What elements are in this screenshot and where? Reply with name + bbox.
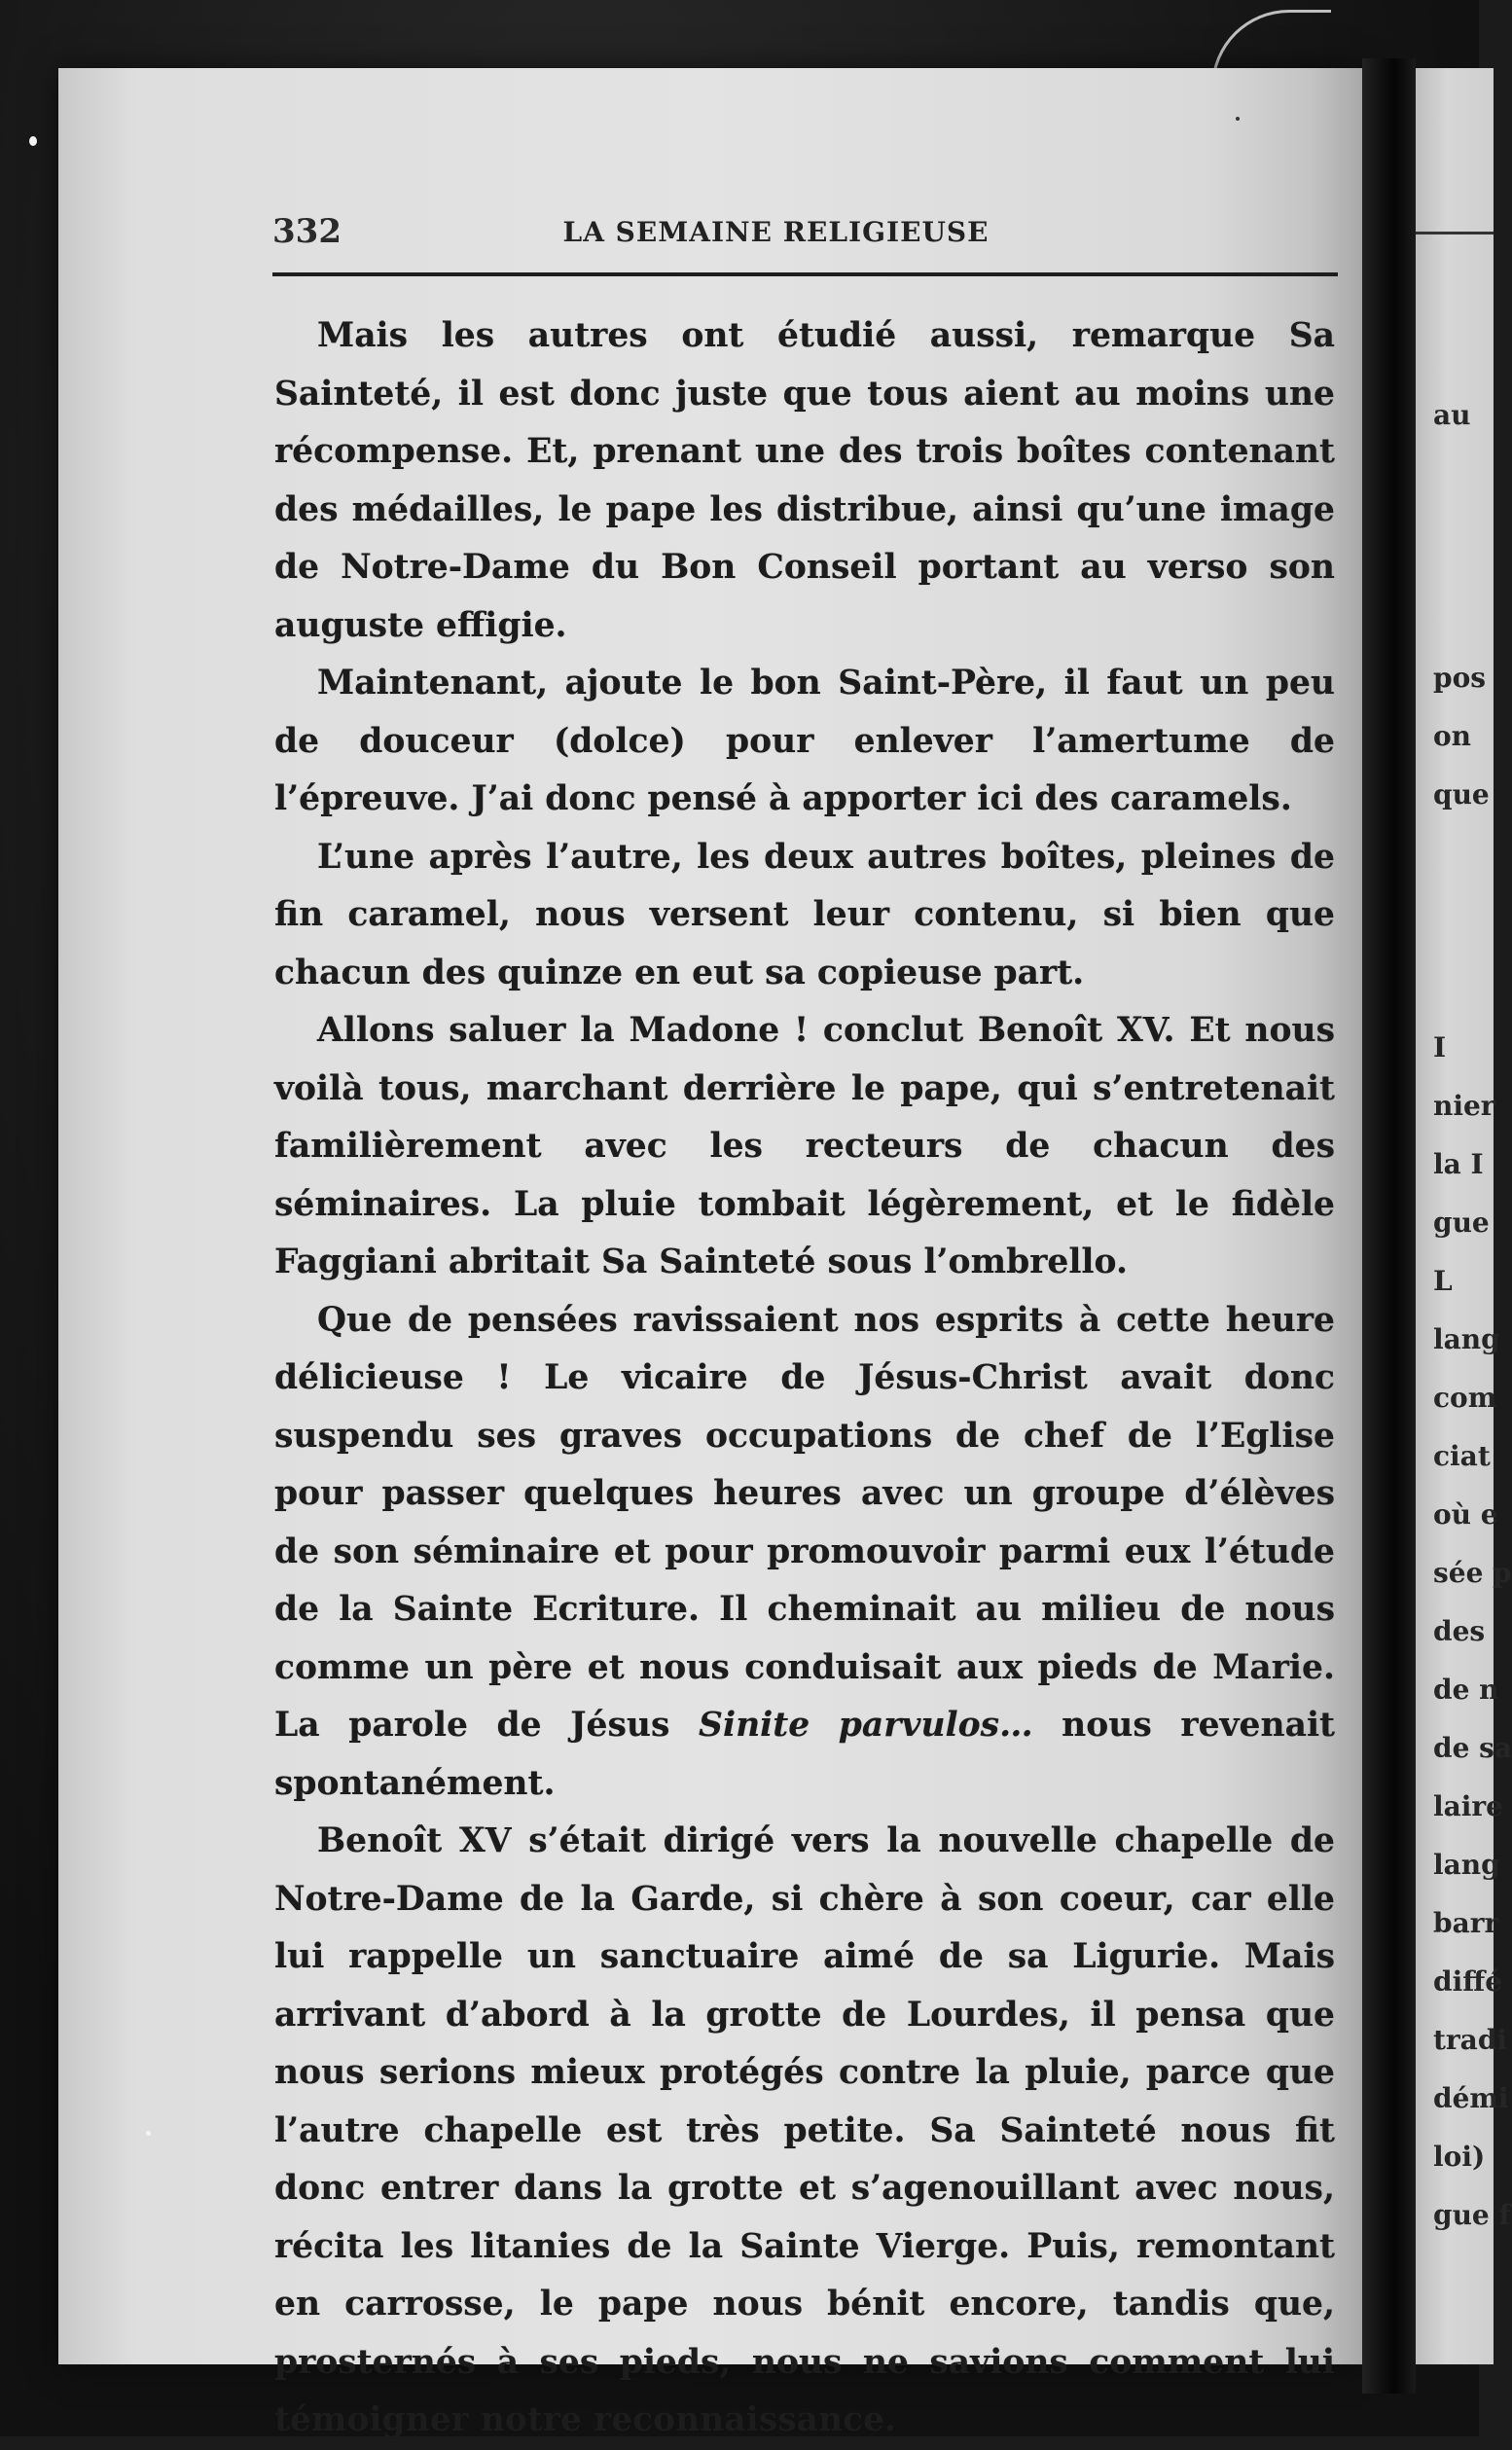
facing-page-fragment: de n	[1433, 1674, 1499, 1706]
facing-page-fragment: lang	[1433, 1323, 1500, 1355]
paragraph-text: Que de pensées ravissaient nos esprits à cette heure délicieuse ! Le vicaire de Jésus-Christ avait donc suspendu ses graves occupations de chef de l’Eglise pour passer quelques heures avec un groupe d’élèves de son séminaire et pour promouvoir parmi eux l’étude de la Sainte Ecriture. Il cheminait au milieu de nous comme un père et nous conduisait aux pieds de Marie. La parole de Jésus	[274, 1300, 1335, 1745]
facing-page-fragment: des	[1433, 1615, 1486, 1647]
paragraph-with-quote	[274, 1292, 1335, 1814]
paragraph: L’une après l’autre, les deux autres boîtes, pleines de fin caramel, nous versent leur contenu, si bien que chacun des quinze en eut sa copieuse part.	[274, 837, 1335, 992]
facing-page-fragment: laire	[1433, 1790, 1503, 1822]
facing-page-fragment: de sa	[1433, 1732, 1512, 1764]
facing-page-fragment: tradi	[1433, 2024, 1508, 2056]
facing-page-fragment: ciat	[1433, 1440, 1491, 1472]
dust-speck	[146, 2131, 151, 2136]
facing-page-fragment: barr	[1433, 1907, 1499, 1939]
facing-page-fragment: la I	[1433, 1148, 1484, 1180]
facing-page-fragment: com	[1433, 1382, 1497, 1414]
facing-header-rule	[1416, 232, 1494, 234]
paragraph: Mais les autres ont étudié aussi, remarque Sa Sainteté, il est donc juste que tous aient au moins une récompense. Et, prenant une des trois boîtes contenant des médailles, le pape les distribue, ainsi qu’une image de Notre-Dame du Bon Conseil portant au verso son auguste effigie.	[274, 316, 1335, 645]
book-gutter	[1362, 58, 1416, 2394]
facing-page-fragment: que	[1433, 778, 1490, 811]
facing-page-fragment: nier	[1433, 1090, 1495, 1122]
facing-page-fragment: pos	[1433, 662, 1487, 694]
body-text	[274, 307, 1335, 2450]
page-header	[214, 206, 1338, 265]
facing-page-fragment: gue f	[1433, 2199, 1511, 2231]
running-title: LA SEMAINE RELIGIEUSE	[562, 216, 990, 248]
dust-speck	[29, 136, 37, 146]
facing-page-fragment: gue	[1433, 1207, 1490, 1239]
facing-page-fragment: lang	[1433, 1849, 1500, 1881]
facing-page-fragment: où e	[1433, 1498, 1498, 1531]
paragraph: Allons saluer la Madone ! conclut Benoît XV. Et nous voilà tous, marchant derrière le pape, qui s’entretenait familièrement avec les recteurs de chacun des séminaires. La pluie tombait légèrement, et le fidèle Faggiani abritait Sa Sainteté sous l’ombrello.	[274, 1011, 1335, 1281]
facing-page-fragment: diffé	[1433, 1965, 1503, 1998]
page-number: 332	[272, 212, 342, 251]
header-rule	[272, 272, 1338, 276]
facing-page-fragment: loi)	[1433, 2141, 1486, 2173]
facing-page	[1416, 68, 1512, 2364]
facing-page-fragment: on	[1433, 720, 1472, 752]
latin-quote: Sinite parvulos…	[699, 1706, 1033, 1745]
facing-page-fragment: démi	[1433, 2082, 1509, 2114]
dust-speck	[1236, 117, 1240, 121]
quote-continuation: nous revenait spontanément.	[274, 1706, 1335, 1803]
facing-page-fragment: L	[1433, 1265, 1453, 1297]
paragraph: Maintenant, ajoute le bon Saint-Père, il faut un peu de douceur (dolce) pour enlever l’amertume de l’épreuve. J’ai donc pensé à apporter ici des caramels.	[274, 664, 1335, 818]
paragraph: Benoît XV s’était dirigé vers la nouvelle chapelle de Notre-Dame de la Garde, si chère à son coeur, car elle lui rappelle un sanctuaire aimé de sa Ligurie. Mais arrivant d’abord à la grotte de Lourdes, il pensa que nous serions mieux protégés contre la pluie, parce que l’autre chapelle est très petite. Sa Sainteté nous fit donc entrer dans la grotte et s’agenouillant avec nous, récita les litanies de la Sainte Vierge. Puis, remontant en carrosse, le pape nous bénit encore, tandis que, prosternés à ses pieds, nous ne savions comment lui témoigner notre reconnaissance.	[274, 1821, 1335, 2439]
facing-page-fragment: sée p	[1433, 1557, 1512, 1589]
facing-page-fragment: au	[1433, 399, 1471, 431]
facing-page-fragment: I	[1433, 1031, 1447, 1063]
